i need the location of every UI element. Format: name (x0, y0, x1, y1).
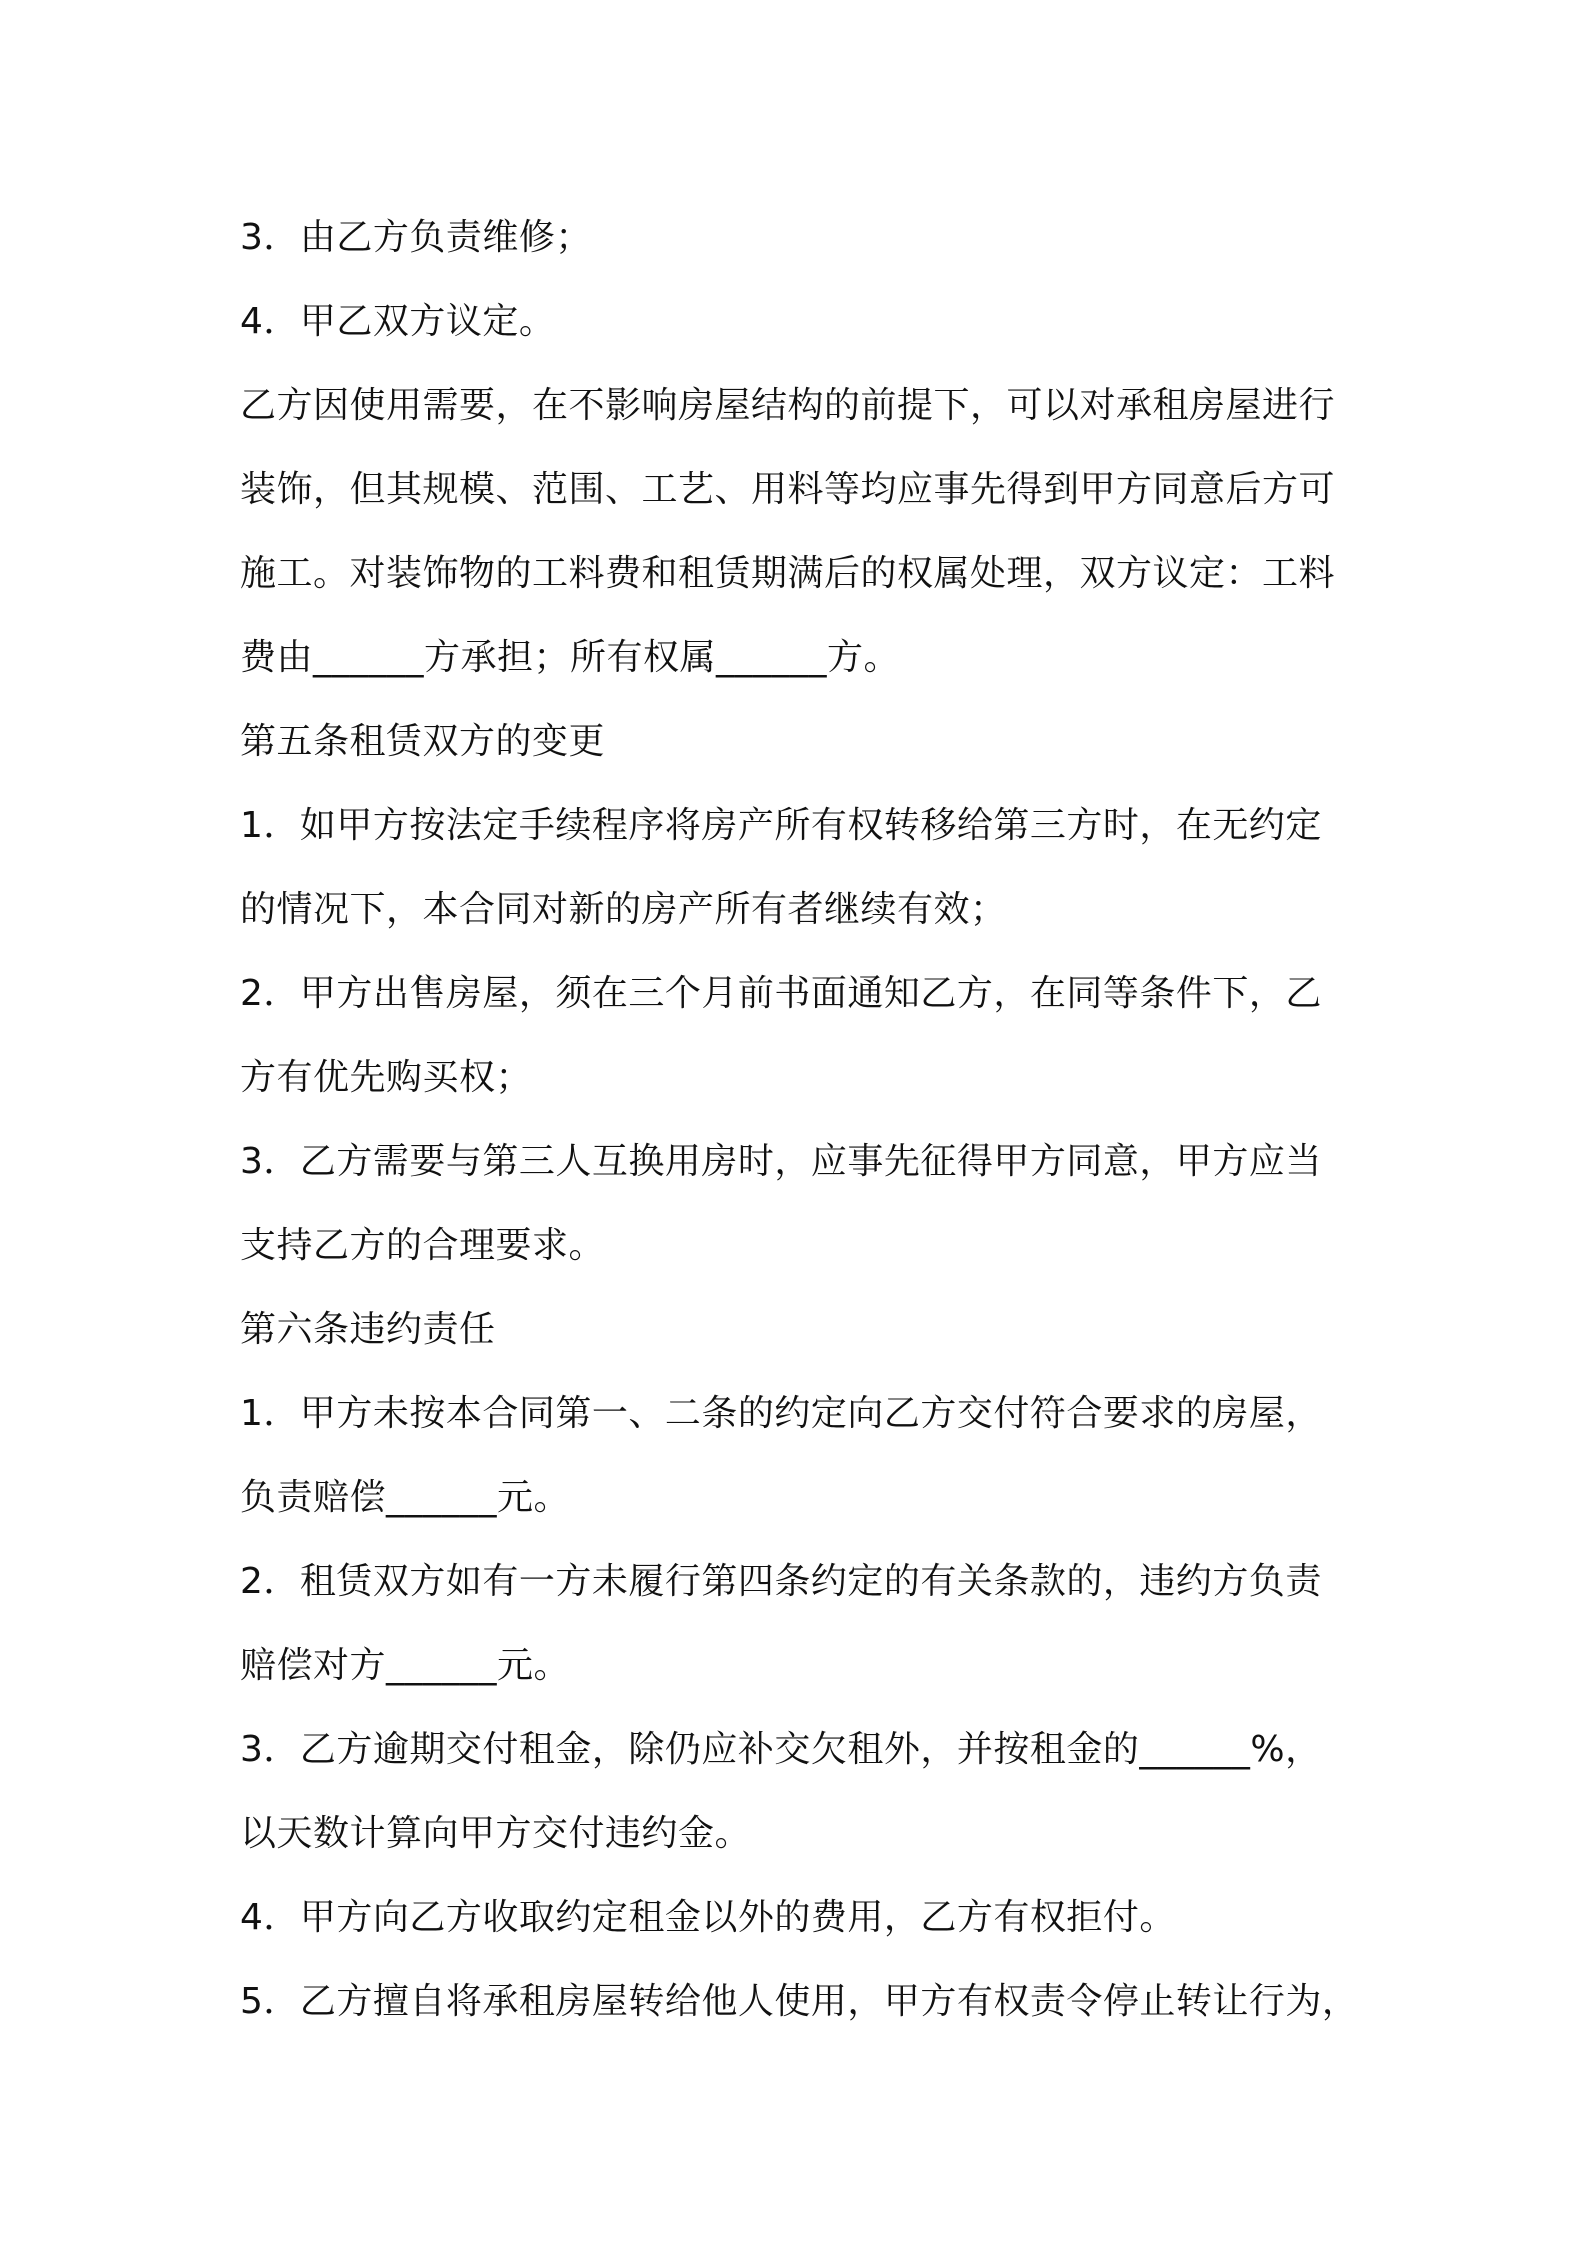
text-line: 2．甲方出售房屋，须在三个月前书面通知乙方，在同等条件下，乙 (240, 973, 1322, 1014)
section-heading: 第五条租赁双方的变更 (240, 721, 606, 762)
text-line: 1．如甲方按法定手续程序将房产所有权转移给第三方时，在无约定 (240, 805, 1322, 846)
text-line: 费由______方承担；所有权属______方。 (240, 637, 901, 678)
text-line: 5．乙方擅自将承租房屋转给他人使用，甲方有权责令停止转让行为， (240, 1981, 1359, 2022)
text-line: 3．由乙方负责维修； (240, 217, 592, 258)
text-line: 4．甲乙双方议定。 (240, 301, 556, 342)
text-line: 方有优先购买权； (240, 1057, 533, 1098)
text-line: 3．乙方需要与第三人互换用房时，应事先征得甲方同意，甲方应当 (240, 1141, 1322, 1182)
text-line: 2．租赁双方如有一方未履行第四条约定的有关条款的，违约方负责 (240, 1561, 1322, 1602)
text-line: 支持乙方的合理要求。 (240, 1225, 606, 1266)
document-body (240, 196, 1370, 2044)
text-line: 装饰，但其规模、范围、工艺、用料等均应事先得到甲方同意后方可 (240, 469, 1336, 510)
text-line: 赔偿对方______元。 (240, 1645, 571, 1686)
text-line: 4．甲方向乙方收取约定租金以外的费用，乙方有权拒付。 (240, 1897, 1176, 1938)
text-line: 乙方因使用需要，在不影响房屋结构的前提下，可以对承租房屋进行 (240, 385, 1336, 426)
section-heading: 第六条违约责任 (240, 1309, 496, 1350)
text-line: 负责赔偿______元。 (240, 1477, 571, 1518)
text-line: 以天数计算向甲方交付违约金。 (240, 1813, 752, 1854)
text-line: 施工。对装饰物的工料费和租赁期满后的权属处理，双方议定：工料 (240, 553, 1336, 594)
text-line: 1．甲方未按本合同第一、二条的约定向乙方交付符合要求的房屋， (240, 1393, 1322, 1434)
text-line: 3．乙方逾期交付租金，除仍应补交欠租外，并按租金的______%， (240, 1729, 1322, 1770)
text-line: 的情况下，本合同对新的房产所有者继续有效； (240, 889, 1007, 930)
